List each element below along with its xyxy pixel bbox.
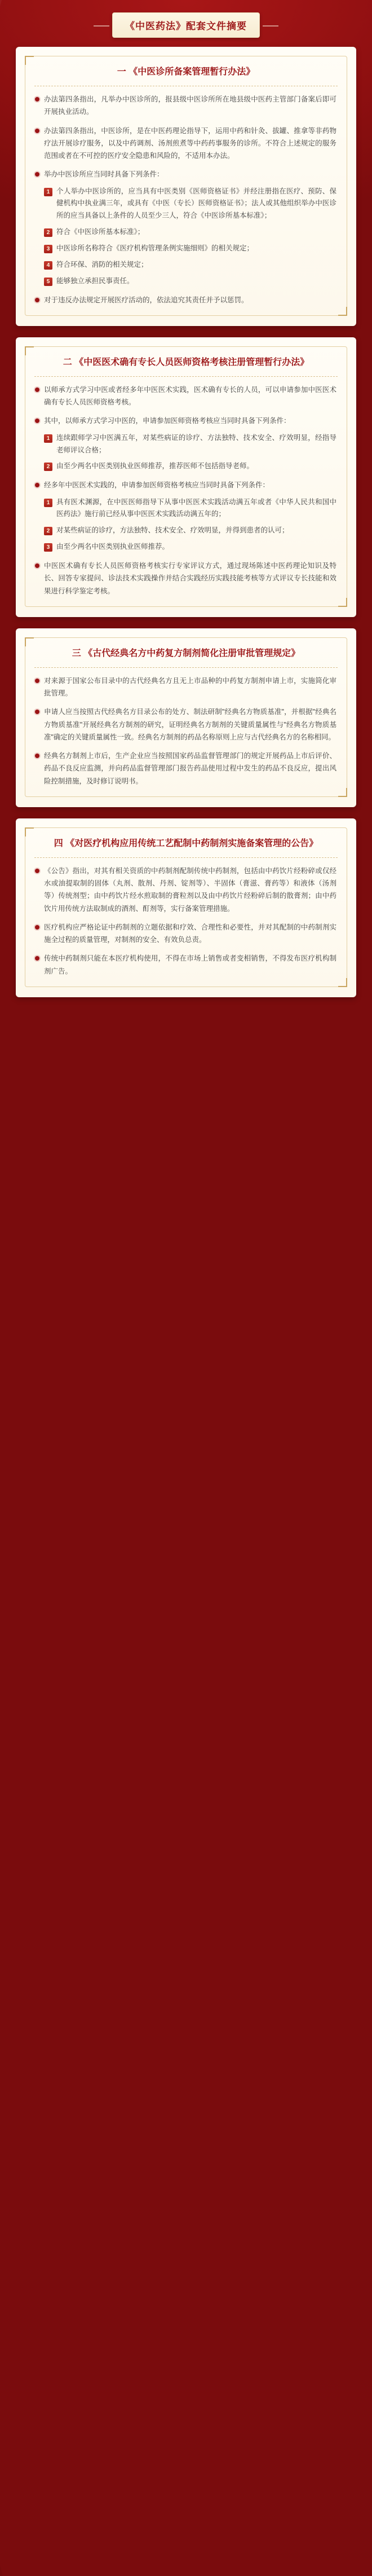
page-title: 《中医药法》配套文件摘要	[112, 12, 260, 38]
sub-list-item-text: 中医诊所名称符合《医疗机构管理条例实施细则》的相关规定；	[56, 244, 254, 252]
number-badge-icon: 3	[44, 245, 52, 253]
sub-list-item	[44, 496, 336, 521]
section-items-1	[34, 93, 338, 306]
sub-list	[44, 496, 336, 554]
dot-bullet-icon	[35, 869, 39, 873]
section-card-3	[16, 628, 356, 807]
sub-list-item-text: 具有医术渊源，在中医医师指导下从事中医医术实践活动满五年或者《中华人民共和国中医药法》施行前已经从事中医医术实践活动满五年的；	[56, 497, 336, 518]
dot-bullet-icon	[35, 298, 39, 302]
sub-list-item	[44, 275, 336, 288]
sub-list-item	[44, 525, 336, 537]
number-badge-icon: 1	[44, 188, 52, 196]
section-inner-2	[25, 346, 347, 607]
list-item-text: 医疗机构应严格论证中药制剂的立题依据和疗效、合理性和必要性，并对其配制的中药制剂实施全过程的质量管理，对制剂的安全、有效负总责。	[44, 923, 336, 944]
section-title-3: 三 《古代经典名方中药复方制剂简化注册审批管理规定》	[34, 647, 338, 668]
sub-list-item-text: 由至少两名中医类别执业医师推荐，推荐医师不包括指导老师。	[56, 462, 254, 470]
list-item-text: 其中，以师承方式学习中医的，申请参加医师资格考核应当同时具备下列条件：	[44, 417, 291, 425]
sub-list-item	[44, 259, 336, 271]
page-header	[0, 0, 372, 47]
list-item	[34, 415, 338, 473]
dot-bullet-icon	[35, 419, 39, 423]
sub-list-item-text: 符合《中医诊所基本标准》；	[56, 228, 145, 236]
dot-bullet-icon	[35, 387, 39, 392]
section-items-3	[34, 675, 338, 787]
sub-list-item	[44, 432, 336, 457]
list-item	[34, 706, 338, 743]
section-items-2	[34, 384, 338, 597]
number-badge-icon: 5	[44, 278, 52, 286]
list-item-text: 对于违反办法规定开展医疗活动的，依法追究其责任并予以惩罚。	[44, 296, 249, 304]
list-item	[34, 125, 338, 162]
sub-list-item	[44, 186, 336, 223]
list-item-text: 以师承方式学习中医或者经多年中医医术实践，医术确有专长的人员，可以申请参加中医医术确有专长人员医师资格考核。	[44, 385, 336, 407]
dot-bullet-icon	[35, 172, 39, 177]
section-items-4	[34, 865, 338, 977]
dot-bullet-icon	[35, 563, 39, 568]
dot-bullet-icon	[35, 129, 39, 133]
sub-list-item-text: 能够独立承担民事责任。	[56, 276, 134, 285]
dot-bullet-icon	[35, 679, 39, 683]
number-badge-icon: 1	[44, 499, 52, 507]
list-item-text: 经多年中医医术实践的，申请参加医师资格考核应当同时具备下列条件：	[44, 481, 270, 490]
list-item	[34, 168, 338, 287]
list-item-text: 对来源于国家公布目录中的古代经典名方且无上市品种的中药复方制剂申请上市，实施简化审批管理。	[44, 676, 336, 697]
list-item-text: 《公告》指出，对其有相关资质的中药制剂配制传统中药制剂，包括由中药饮片经粉碎或仅经水或油提取制的固体（丸剂、散剂、丹剂、锭剂等）、半固体（膏滋、膏药等）和液体（汤剂等）传统剂型；由中药饮片经水煎取制的膏粒剂以及由中药饮片经粉碎后制的散膏剂；由中药饮片用传统方法取制成的酒剂、酊剂等，实行备案管理措施。	[44, 866, 336, 913]
number-badge-icon: 2	[44, 228, 52, 237]
sub-list-item-text: 符合环保、消防的相关规定；	[56, 260, 148, 268]
list-item-text: 办法第四条指出，凡举办中医诊所的，报县级中医诊所所在地县级中医药主管部门备案后即可开展执业活动。	[44, 95, 336, 116]
dot-bullet-icon	[35, 97, 39, 102]
section-inner-1	[25, 56, 347, 316]
dot-bullet-icon	[35, 956, 39, 961]
sub-list-item	[44, 460, 336, 473]
dot-bullet-icon	[35, 925, 39, 930]
section-card-4	[16, 818, 356, 997]
footer-spacer	[0, 1009, 372, 1031]
sub-list-item-text: 连续跟师学习中医满五年，对某些病证的诊疗、方法独特、技术安全、疗效明显，经指导老师评议合格；	[56, 433, 336, 454]
list-item-text: 举办中医诊所应当同时具备下列条件：	[44, 170, 164, 179]
number-badge-icon: 1	[44, 434, 52, 443]
list-item	[34, 93, 338, 118]
list-item	[34, 675, 338, 700]
list-item	[34, 384, 338, 409]
list-item	[34, 479, 338, 553]
section-card-1	[16, 47, 356, 326]
sub-list	[44, 432, 336, 473]
section-title-1: 一 《中医诊所备案管理暂行办法》	[34, 65, 338, 86]
sub-list-item	[44, 226, 336, 239]
list-item-text: 申请人应当按照古代经典名方目录公布的处方、制法研制"经典名方物质基准"，并根据"经典名方物质基准"开展经典名方制剂的研究，证明经典名方制剂的关键质量属性与"经典名方物质基准"确定的关键质量属性一致。经典名方制剂的药品名称原则上应与古代经典名方的名称相同。	[44, 708, 336, 741]
section-title-2: 二 《中医医术确有专长人员医师资格考核注册管理暂行办法》	[34, 356, 338, 377]
list-item	[34, 294, 338, 306]
list-item-text: 经典名方制剂上市后，生产企业应当按照国家药品监督管理部门的规定开展药品上市后评价、药品不良反应监测，并向药品监督管理部门报告药品使用过程中发生的药品不良反应，提出风险控制措施，及时修订说明书。	[44, 752, 336, 785]
dot-bullet-icon	[35, 710, 39, 714]
sub-list-item-text: 个人举办中医诊所的，应当具有中医类别《医师资格证书》并经注册指在医疗、预防、保健机构中执业满三年，或具有《中医（专长）医师资格证书》；法人或其他组织举办中医诊所的应当具备以上条件的人员至少三人，符合《中医诊所基本标准》；	[56, 187, 336, 220]
dot-bullet-icon	[35, 754, 39, 758]
list-item	[34, 865, 338, 915]
list-item-text: 中医医术确有专长人员医师资格考核实行专家评议方式，通过现场陈述中医药理论知识及特长、回答专家提问、诊法技术实践操作并结合实践经历实践技能考核等方式评议专长技能和效果进行科学鉴定考核。	[44, 562, 336, 595]
number-badge-icon: 3	[44, 543, 52, 552]
document-page	[0, 0, 372, 1031]
sub-list	[44, 186, 336, 288]
section-card-2	[16, 337, 356, 617]
sub-list-item	[44, 541, 336, 553]
list-item	[34, 952, 338, 977]
list-item	[34, 560, 338, 597]
list-item	[34, 750, 338, 787]
number-badge-icon: 2	[44, 463, 52, 471]
list-item	[34, 921, 338, 946]
section-inner-3	[25, 637, 347, 797]
number-badge-icon: 4	[44, 261, 52, 270]
section-inner-4	[25, 827, 347, 987]
number-badge-icon: 2	[44, 527, 52, 535]
sub-list-item	[44, 243, 336, 255]
list-item-text: 办法第四条指出，中医诊所，是在中医药理论指导下，运用中药和针灸、拔罐、推拿等非药物疗法开展诊疗服务，以及中药调剂、汤剂煎煮等中药药事服务的诊所。不符合上述规定的服务范围或者在不可控的医疗安全隐患和风险的，不适用本办法。	[44, 126, 336, 160]
section-title-4: 四 《对医疗机构应用传统工艺配制中药制剂实施备案管理的公告》	[34, 837, 338, 858]
sub-list-item-text: 对某些病证的诊疗，方法独特、技术安全、疗效明显，并得到患者的认可；	[56, 526, 289, 535]
list-item-text: 传统中药制剂只能在本医疗机构使用，不得在市场上销售或者变相销售，不得发布医疗机构制剂广告。	[44, 954, 336, 975]
sub-list-item-text: 由至少两名中医类别执业医师推荐。	[56, 543, 170, 551]
dot-bullet-icon	[35, 483, 39, 487]
